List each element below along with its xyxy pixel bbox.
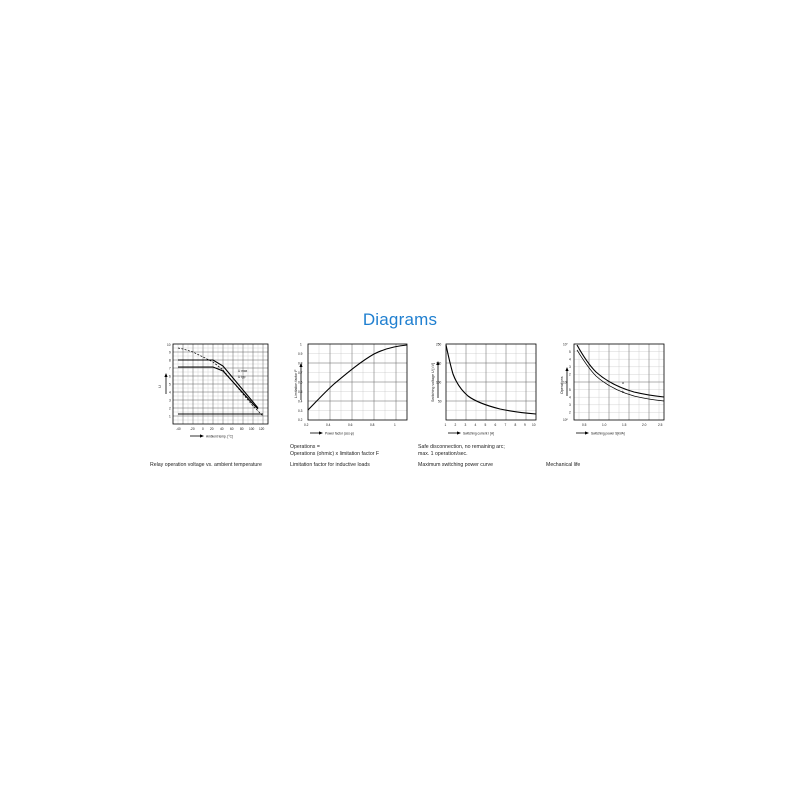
svg-text:4: 4 bbox=[569, 357, 571, 362]
chart-relay-operation-voltage bbox=[150, 336, 280, 444]
svg-text:10: 10 bbox=[532, 423, 536, 427]
svg-text:5: 5 bbox=[569, 388, 571, 392]
figure-limitation-factor bbox=[290, 336, 420, 506]
svg-text:0.2: 0.2 bbox=[298, 418, 303, 422]
curve-limitation-2 bbox=[308, 345, 407, 410]
figure-relay-operation-voltage bbox=[150, 336, 280, 506]
svg-text:10: 10 bbox=[167, 343, 171, 347]
svg-text:0.8: 0.8 bbox=[370, 423, 375, 427]
svg-text:0.4: 0.4 bbox=[326, 423, 331, 427]
chart-limitation-factor bbox=[290, 336, 420, 444]
svg-text:0.8: 0.8 bbox=[298, 361, 303, 366]
svg-text:Limitation factor F: Limitation factor F bbox=[294, 369, 298, 398]
svg-text:80: 80 bbox=[240, 427, 244, 431]
svg-text:5: 5 bbox=[169, 382, 171, 387]
svg-text:5: 5 bbox=[484, 423, 487, 427]
svg-text:10⁵: 10⁵ bbox=[563, 418, 568, 422]
svg-text:1: 1 bbox=[444, 423, 447, 427]
figure-caption: Maximum switching power curve bbox=[418, 462, 493, 468]
svg-text:1.5: 1.5 bbox=[622, 423, 627, 427]
grid-major-3 bbox=[446, 344, 536, 420]
x-axis-label-1 bbox=[190, 434, 233, 438]
svg-text:Switching voltage U [=V]: Switching voltage U [=V] bbox=[431, 362, 435, 402]
svg-text:1: 1 bbox=[300, 342, 302, 347]
svg-text:Operations: Operations bbox=[560, 376, 564, 394]
svg-text:2.0: 2.0 bbox=[642, 423, 647, 427]
x-axis-label-4 bbox=[576, 431, 625, 435]
svg-text:2: 2 bbox=[169, 406, 171, 411]
svg-text:5: 5 bbox=[569, 350, 571, 354]
y-tick-labels-1 bbox=[167, 343, 171, 419]
svg-text:-20: -20 bbox=[190, 427, 195, 431]
svg-text:0.4: 0.4 bbox=[298, 399, 303, 404]
x-axis-label-2 bbox=[310, 431, 354, 435]
svg-text:6: 6 bbox=[494, 423, 497, 427]
curve-switching-power-3 bbox=[446, 345, 536, 414]
svg-text:3: 3 bbox=[464, 423, 467, 427]
svg-text:10⁶: 10⁶ bbox=[563, 380, 568, 385]
x-tick-labels-2 bbox=[304, 423, 396, 427]
svg-text:9: 9 bbox=[169, 350, 171, 355]
svg-text:250: 250 bbox=[436, 342, 442, 347]
svg-text:100: 100 bbox=[436, 380, 442, 385]
chart-mechanical-life bbox=[546, 336, 676, 444]
svg-text:120: 120 bbox=[259, 427, 265, 431]
svg-text:8: 8 bbox=[169, 358, 171, 363]
y-tick-labels-4 bbox=[563, 343, 571, 423]
svg-text:7: 7 bbox=[504, 423, 507, 427]
figure-caption: Limitation factor for inductive loads bbox=[290, 462, 370, 468]
svg-text:3: 3 bbox=[569, 403, 571, 407]
figure-row bbox=[150, 336, 670, 506]
grid-major-2 bbox=[308, 344, 407, 420]
svg-text:200: 200 bbox=[436, 361, 442, 366]
svg-text:0.5: 0.5 bbox=[582, 423, 587, 427]
figure-max-switching-power bbox=[418, 336, 548, 506]
svg-text:0.9: 0.9 bbox=[298, 352, 303, 356]
svg-text:0: 0 bbox=[202, 427, 204, 431]
x-tick-labels-1 bbox=[176, 427, 265, 431]
curve-mechanical-life-a bbox=[577, 345, 664, 397]
plot-area-4 bbox=[546, 336, 676, 444]
chart-max-switching-power bbox=[418, 336, 548, 444]
svg-text:-40: -40 bbox=[176, 427, 181, 431]
figure-note-line2: Operations (ohmic) x limitation factor F bbox=[290, 451, 380, 457]
svg-text:0.3: 0.3 bbox=[298, 409, 303, 413]
plot-area-2 bbox=[290, 336, 420, 444]
svg-text:9: 9 bbox=[524, 423, 526, 427]
svg-text:100: 100 bbox=[249, 427, 255, 431]
svg-text:Power factor (cos φ): Power factor (cos φ) bbox=[325, 431, 354, 436]
figure-caption: Relay operation voltage vs. ambient temperature bbox=[150, 462, 262, 468]
svg-text:40: 40 bbox=[220, 427, 224, 431]
x-tick-labels-4 bbox=[582, 423, 663, 427]
svg-text:0.6: 0.6 bbox=[348, 423, 353, 427]
svg-text:U: U bbox=[157, 385, 162, 388]
svg-text:2: 2 bbox=[454, 423, 457, 427]
svg-text:0.6: 0.6 bbox=[298, 380, 303, 385]
svg-text:2: 2 bbox=[569, 372, 571, 377]
svg-text:2.5: 2.5 bbox=[658, 423, 663, 427]
svg-text:50: 50 bbox=[438, 399, 442, 404]
svg-text:0.7: 0.7 bbox=[298, 371, 303, 375]
svg-text:4: 4 bbox=[169, 390, 171, 395]
figure-note-line1: Safe disconnection, no remaining arc; bbox=[418, 444, 505, 450]
curve-mechanical-life-b bbox=[577, 350, 664, 401]
annotation-umax-1: U max bbox=[238, 369, 248, 373]
svg-text:Switching power S[kVA]: Switching power S[kVA] bbox=[591, 431, 625, 436]
svg-text:1: 1 bbox=[394, 423, 396, 427]
annotation-b-4: b bbox=[622, 390, 624, 394]
x-axis-label-3 bbox=[448, 431, 494, 435]
plot-area-1 bbox=[150, 336, 280, 444]
annotation-a-4: a bbox=[622, 381, 624, 385]
svg-text:6: 6 bbox=[169, 374, 171, 379]
svg-text:0.2: 0.2 bbox=[304, 423, 309, 427]
svg-text:4: 4 bbox=[569, 395, 571, 400]
x-tick-labels-3 bbox=[445, 423, 536, 427]
curve-limit-1 bbox=[178, 348, 263, 416]
y-axis-arrow-1 bbox=[157, 373, 168, 394]
svg-text:3: 3 bbox=[169, 398, 171, 403]
figure-mechanical-life bbox=[546, 336, 676, 506]
svg-text:0.5: 0.5 bbox=[298, 390, 303, 394]
figure-caption: Mechanical life bbox=[546, 462, 581, 468]
figure-note-line1: Operations = bbox=[290, 444, 320, 450]
y-tick-labels-2 bbox=[298, 343, 303, 423]
svg-text:8: 8 bbox=[514, 423, 517, 427]
figure-note-line2: max. 1 operation/sec. bbox=[418, 451, 468, 457]
svg-text:60: 60 bbox=[230, 427, 234, 431]
svg-text:20: 20 bbox=[210, 427, 214, 431]
svg-text:2: 2 bbox=[569, 410, 571, 415]
svg-text:7: 7 bbox=[169, 366, 171, 371]
plot-area-3 bbox=[418, 336, 548, 444]
svg-text:1.0: 1.0 bbox=[602, 423, 607, 427]
y-tick-labels-3 bbox=[436, 343, 442, 404]
svg-text:4: 4 bbox=[474, 423, 477, 427]
page-title: Diagrams bbox=[362, 310, 438, 329]
annotation-utyp-1: U typ bbox=[238, 375, 246, 379]
svg-text:10⁷: 10⁷ bbox=[563, 342, 568, 347]
svg-text:Switching current I [A]: Switching current I [A] bbox=[463, 431, 495, 436]
svg-text:Ambient temp. [°C]: Ambient temp. [°C] bbox=[206, 434, 233, 439]
svg-text:3: 3 bbox=[569, 365, 571, 369]
svg-text:1: 1 bbox=[169, 414, 171, 419]
